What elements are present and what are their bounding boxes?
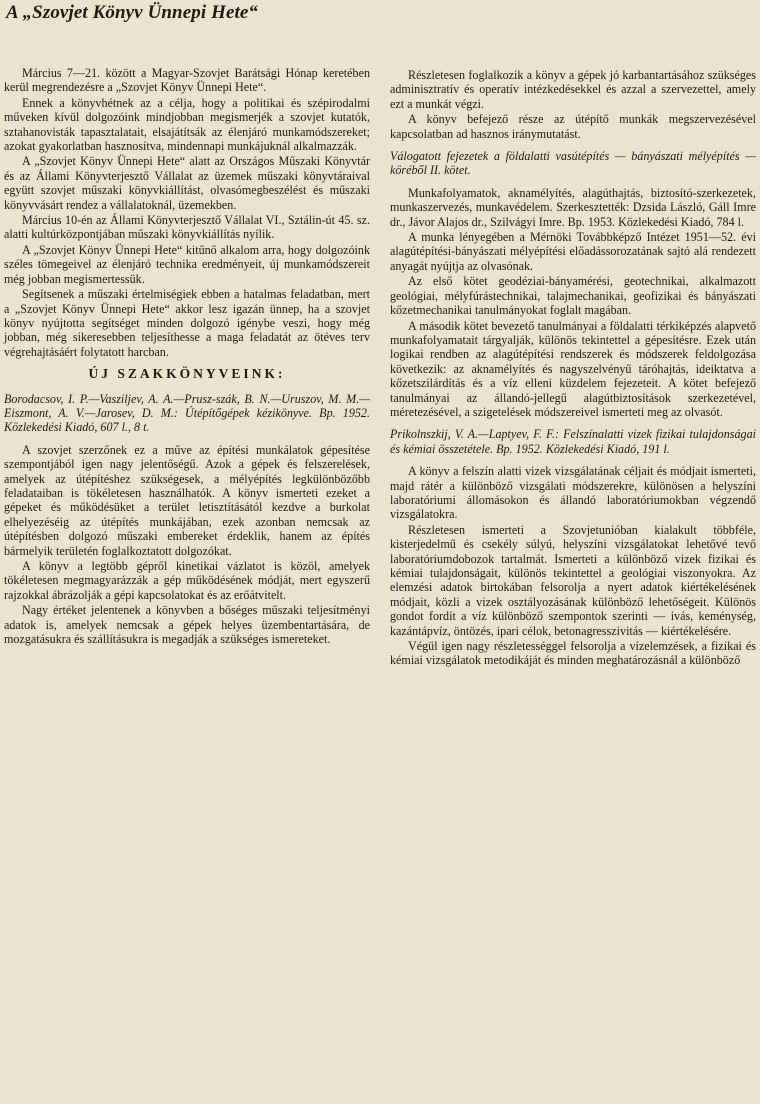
book-review-paragraph: A könyv befejező része az útépítő munkák megszervezésével kapcsolatban ad hasznos iránymutatást.: [390, 112, 756, 141]
book-citation: Válogatott fejezetek a földalatti vasútépítés — bányászati mélyépítés — köréből II. kötet.: [390, 149, 756, 178]
page-title: A „Szovjet Könyv Ünnepi Hete“: [6, 2, 259, 23]
intro-paragraph: A „Szovjet Könyv Ünnepi Hete“ alatt az Országos Műszaki Könyvtár és az Állami Könyvterjesztő Vállalat az üzemek műszaki könyvtáraival együtt szovjet műszaki könyvkiállítást, olvasómegbeszélést és műszaki könyvvásárt rendez a vállalatoknál, üzemekben.: [4, 154, 370, 212]
book-review-paragraph: Nagy értéket jelentenek a könyvben a bőséges műszaki teljesítményi adatok is, amelyek nemcsak a gépek helyes üzembentartására, de mozgatásukra és szállításukra is megadják a szükséges ismereteket.: [4, 603, 370, 647]
book-review-paragraph: Végül igen nagy részletességgel felsorolja a vízelemzések, a fizikai és kémiai vizsgálatok metodikáját és minden meghatározásnál a különböző: [390, 639, 756, 668]
book-review-paragraph: Részletesen ismerteti a Szovjetunióban kialakult többféle, kisterjedelmű és csekély súlyú, helyszíni vizsgálatokat lehetővé tevő laboratóriumdobozok tartalmát. Ismerteti a különböző vizek fizikai és kémiai tulajdonságait, különös tekintettel a geológiai viszonyokra. Az elemzési adatok birtokában felsorolja a nyert adatok kiértékelésének módjait, közli a vizek osztályozásának különböző lehetőségeit. Különös gondot fordít a víz különböző szempontok szerinti — ivás, keménység, kazántápvíz, öntözés, ipari célok, betonagresszivitás — kiértékelésére.: [390, 522, 756, 638]
book-review-paragraph: A könyv a legtöbb gépről kinetikai vázlatot is közöl, amelyek tökéletesen megmagyarázzák a gép működésének módját, mert egyszerű rajzokkal ábrázolják a gépi kapcsolatokat és az erőátvitelt.: [4, 559, 370, 602]
intro-paragraph: Segítsenek a műszaki értelmiségiek ebben a hatalmas feladatban, mert a „Szovjet Könyv Ünnepi Hete“ akkor lesz igazán ünnep, ha a szovjet könyv nyújtotta segítséget minden dolgozó igénybe veszi, hogy még jobban, még sikeresebben teljesíthesse a maga feladatát az ötéves terv végrehajtásáért folytatott harcban.: [4, 287, 370, 359]
book-review-paragraph: Munkafolyamatok, aknamélyítés, alagúthajtás, biztosító-szerkezetek, munkaszervezés, munkavédelem. Szerkesztették: Dzsida László, Gáll Imre dr., Jávor Alajos dr., Szilvágyi Imre. Bp. 1953. Közlekedési Kiadó, 784 l.: [390, 185, 756, 229]
intro-paragraph: Ennek a könyvhétnek az a célja, hogy a politikai és szépirodalmi műveken kívül dolgozóink mindjobban megismerjék a szovjet kutatók, sztahanovisták tapasztalatait, elsajátítsák az élenjáró munkamódszereket; azokat gyakorlatban hasznosítva, mindennapi munkájuknál alkalmazzák.: [4, 95, 370, 154]
book-review-paragraph: Részletesen foglalkozik a könyv a gépek jó karbantartásához szükséges adminisztratív és operatív intézkedésekkel és azzal a szervezettel, amely ezt a munkát végzi.: [390, 68, 756, 111]
book-citation: Prikolnszkij, V. A.—Laptyev, F. F.: Felszínalatti vizek fizikai tulajdonságai és kémiai összetétele. Bp. 1952. Közlekedési Kiadó, 191 l.: [390, 427, 756, 456]
left-column: [4, 66, 370, 647]
book-review-paragraph: A munka lényegében a Mérnöki Továbbképző Intézet 1951—52. évi alagútépítési-bányászati mélyépítési előadássorozatának sajtó alá rendezett anyagát nyújtja az olvasónak.: [390, 230, 756, 273]
book-review-paragraph: A második kötet bevezető tanulmányai a földalatti térkiképzés alapvető munkafolyamatait tárgyalják, különös tekintettel a gépesítésre. Ezek után logikai rendben az alagútépítési rendszerek és módszerek feldolgozása következik: az aknamélyítés és nagyszelvényű táróhajtás, ideiktatva a kőzetszilárdítás és a víz elleni küzdelem fejezeteit. A kötet befejező tanulmányai az állandó-jellegű alagútbiztosítások szerkezetével, méretezésével, a szigetelések módszereivel ismerteti meg az olvasót.: [390, 318, 756, 419]
book-review-paragraph: A szovjet szerzőnek ez a műve az építési munkálatok gépesítése szempontjából igen nagy jelentőségű. Azok a gépek és felszerelések, amelyek az útépítéshez szükségesek, a mélyépítés legkülönbözőbb feladataiban is tökéletesen használhatók. A könyv ismerteti ezeket a gépeket és működésüket a terület letisztításától kezdve a burkolat elhelyezéséig az útépítés munkájában, ezek azonban nemcsak az útépítésben dolgozó műszaki embereket érdeklik, hanem az építés bármelyik területén foglalkoztatott dolgozókat.: [4, 442, 370, 558]
book-review-paragraph: Az első kötet geodéziai-bányamérési, geotechnikai, alkalmazott geológiai, mélyfúrástechnikai, talajmechanikai, geofizikai és bányászati kőzetmechanikai tanulmányokat foglalt magában.: [390, 274, 756, 318]
intro-paragraph: Március 7—21. között a Magyar-Szovjet Barátsági Hónap keretében kerül megrendezésre a „Szovjet Könyv Ünnepi Hete“.: [4, 66, 370, 95]
section-heading: ÚJ SZAKKÖNYVEINK:: [88, 366, 286, 382]
right-column: [390, 68, 756, 669]
intro-paragraph: A „Szovjet Könyv Ünnepi Hete“ kitűnő alkalom arra, hogy dolgozóink széles tömegeivel az élenjáró technika eredményeit, új munkamódszereit még jobban megismertessük.: [4, 242, 370, 286]
book-review-paragraph: A könyv a felszín alatti vizek vizsgálatának céljait és módjait ismerteti, majd rátér a különböző vizsgálati módszerekre, különösen a helyszíni laboratóriumi állomásokon és állandó laboratóriumokban végzendő vizsgálatokra.: [390, 464, 756, 522]
book-citation: Borodacsov, I. P.—Vasziljev, A. A.—Prusz-szák, B. N.—Uruszov, M. M.—Eiszmont, A. V.—Jarosev, D. M.: Útépítőgépek kézikönyve. Bp. 1952. Közlekedési Kiadó, 607 l., 8 t.: [4, 391, 370, 435]
intro-paragraph: Március 10-én az Állami Könyvterjesztő Vállalat VI., Sztálin-út 45. sz. alatti kultúrközpontjában műszaki könyvkiállítás nyílik.: [4, 213, 370, 242]
